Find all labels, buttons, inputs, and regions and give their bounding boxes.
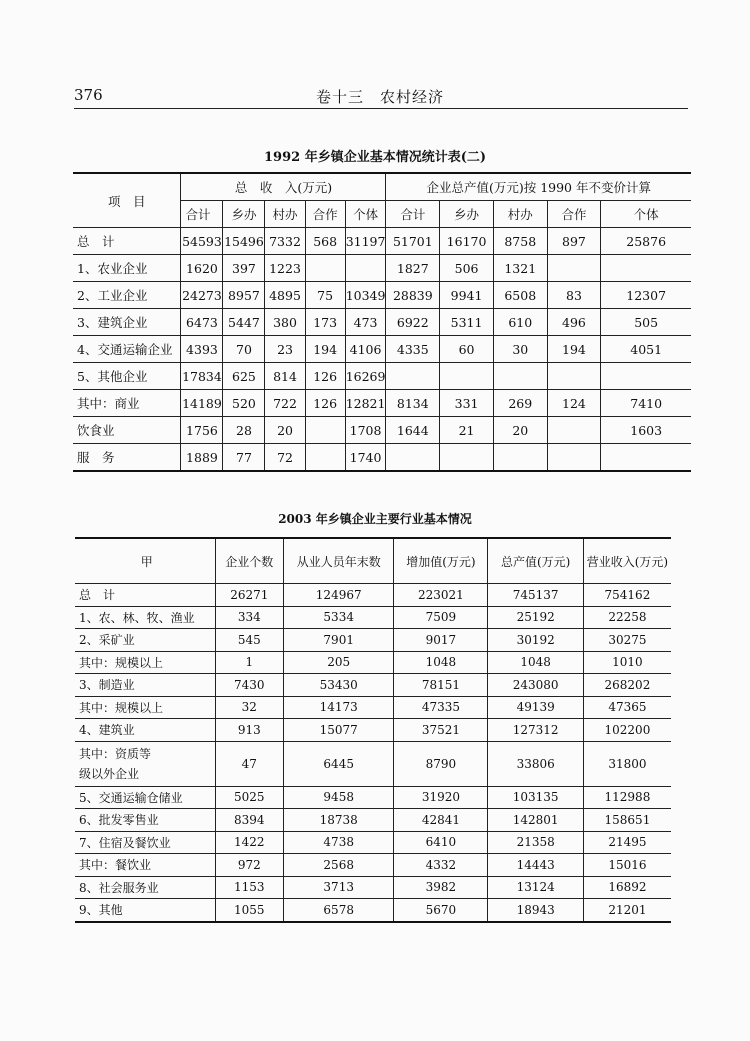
cell: 243080 [488, 674, 583, 697]
column-header: 个体 [345, 201, 386, 228]
cell: 1889 [181, 444, 223, 472]
cell: 269 [493, 390, 547, 417]
cell: 4393 [181, 336, 223, 363]
cell: 473 [345, 309, 386, 336]
row-label: 4、建筑业 [75, 719, 215, 742]
cell: 5311 [440, 309, 494, 336]
cell: 14173 [284, 696, 394, 719]
cell: 2568 [284, 854, 394, 877]
row-label: 其中：餐饮业 [75, 854, 215, 877]
cell: 21 [440, 417, 494, 444]
cell: 28 [223, 417, 265, 444]
column-header: 合计 [386, 201, 440, 228]
item-header: 项 目 [73, 173, 181, 228]
cell: 505 [601, 309, 691, 336]
cell: 30192 [488, 629, 583, 652]
column-header: 合作 [305, 201, 345, 228]
cell: 83 [547, 282, 601, 309]
table-row [75, 899, 671, 922]
cell: 124 [547, 390, 601, 417]
row-label: 其中：商业 [73, 390, 181, 417]
table-row [75, 786, 671, 809]
cell: 21495 [583, 831, 671, 854]
cell [440, 444, 494, 472]
column-header: 乡办 [223, 201, 265, 228]
cell [547, 255, 601, 282]
cell: 25192 [488, 606, 583, 629]
cell: 5670 [394, 899, 488, 922]
cell: 6578 [284, 899, 394, 922]
cell: 568 [305, 228, 345, 255]
group-header-income: 总 收 入(万元) [181, 173, 386, 201]
cell: 22258 [583, 606, 671, 629]
cell: 18943 [488, 899, 583, 922]
group-header-output: 企业总产值(万元)按 1990 年不变价计算 [386, 173, 691, 201]
table-row [73, 336, 691, 363]
cell: 47 [215, 741, 284, 786]
cell: 20 [493, 417, 547, 444]
row-label: 总 计 [73, 228, 181, 255]
cell [386, 363, 440, 390]
cell: 33806 [488, 741, 583, 786]
cell [440, 363, 494, 390]
page-number: 376 [74, 86, 103, 104]
cell: 25876 [601, 228, 691, 255]
cell: 12821 [345, 390, 386, 417]
cell: 13124 [488, 876, 583, 899]
cell: 1756 [181, 417, 223, 444]
cell: 18738 [284, 809, 394, 832]
cell: 53430 [284, 674, 394, 697]
cell: 506 [440, 255, 494, 282]
cell: 1603 [601, 417, 691, 444]
cell: 1321 [493, 255, 547, 282]
cell [305, 444, 345, 472]
cell: 3713 [284, 876, 394, 899]
row-label: 1、农、林、牧、渔业 [75, 606, 215, 629]
row-label: 9、其他 [75, 899, 215, 922]
row-label: 3、制造业 [75, 674, 215, 697]
cell: 30 [493, 336, 547, 363]
table-1992-township-enterprises [73, 172, 691, 472]
cell: 7430 [215, 674, 284, 697]
cell: 7332 [265, 228, 305, 255]
cell: 5447 [223, 309, 265, 336]
cell [547, 417, 601, 444]
cell: 26271 [215, 584, 284, 607]
cell: 8394 [215, 809, 284, 832]
cell: 14443 [488, 854, 583, 877]
table1-title: 1992 年乡镇企业基本情况统计表(二) [263, 150, 486, 165]
cell: 28839 [386, 282, 440, 309]
cell: 397 [223, 255, 265, 282]
column-header: 甲 [75, 538, 215, 584]
cell: 1422 [215, 831, 284, 854]
table-row [75, 741, 671, 786]
cell: 6508 [493, 282, 547, 309]
cell: 15077 [284, 719, 394, 742]
column-header: 个体 [601, 201, 691, 228]
header-rule [74, 108, 688, 109]
cell: 4106 [345, 336, 386, 363]
row-label: 其中：规模以上 [75, 651, 215, 674]
row-label: 5、交通运输仓储业 [75, 786, 215, 809]
cell: 1055 [215, 899, 284, 922]
cell [601, 363, 691, 390]
table-row [75, 831, 671, 854]
column-header: 乡办 [440, 201, 494, 228]
cell: 6473 [181, 309, 223, 336]
row-label: 2、工业企业 [73, 282, 181, 309]
cell: 4332 [394, 854, 488, 877]
running-head: 卷十三 农村经济 [316, 88, 445, 106]
cell: 1153 [215, 876, 284, 899]
cell: 913 [215, 719, 284, 742]
row-label: 2、采矿业 [75, 629, 215, 652]
cell: 14189 [181, 390, 223, 417]
cell: 49139 [488, 696, 583, 719]
cell: 126 [305, 390, 345, 417]
cell: 126 [305, 363, 345, 390]
table-row [73, 255, 691, 282]
cell: 8758 [493, 228, 547, 255]
cell: 12307 [601, 282, 691, 309]
cell: 9941 [440, 282, 494, 309]
cell: 10349 [345, 282, 386, 309]
column-header: 合计 [181, 201, 223, 228]
cell: 6922 [386, 309, 440, 336]
cell [493, 363, 547, 390]
row-label: 1、农业企业 [73, 255, 181, 282]
table-row [75, 674, 671, 697]
cell: 9017 [394, 629, 488, 652]
cell: 331 [440, 390, 494, 417]
table-row [73, 444, 691, 472]
cell: 21358 [488, 831, 583, 854]
column-header: 企业个数 [215, 538, 284, 584]
cell: 194 [305, 336, 345, 363]
row-label: 总 计 [75, 584, 215, 607]
table-row [75, 651, 671, 674]
table-2003-township-industries [75, 537, 671, 923]
cell: 8134 [386, 390, 440, 417]
table-row [75, 606, 671, 629]
cell: 112988 [583, 786, 671, 809]
cell: 545 [215, 629, 284, 652]
cell [601, 255, 691, 282]
cell: 72 [265, 444, 305, 472]
cell: 1740 [345, 444, 386, 472]
table-row [73, 282, 691, 309]
cell: 102200 [583, 719, 671, 742]
column-header: 从业人员年末数 [284, 538, 394, 584]
row-label: 7、住宿及餐饮业 [75, 831, 215, 854]
cell: 5025 [215, 786, 284, 809]
cell: 205 [284, 651, 394, 674]
cell: 4051 [601, 336, 691, 363]
table-row [73, 417, 691, 444]
cell: 3982 [394, 876, 488, 899]
table-row [75, 809, 671, 832]
cell: 520 [223, 390, 265, 417]
cell: 9458 [284, 786, 394, 809]
table-row [75, 719, 671, 742]
cell: 6445 [284, 741, 394, 786]
cell: 78151 [394, 674, 488, 697]
column-header: 合作 [547, 201, 601, 228]
cell: 722 [265, 390, 305, 417]
row-label: 8、社会服务业 [75, 876, 215, 899]
column-header: 村办 [265, 201, 305, 228]
cell: 814 [265, 363, 305, 390]
column-header: 增加值(万元) [394, 538, 488, 584]
cell: 15016 [583, 854, 671, 877]
cell: 268202 [583, 674, 671, 697]
cell: 4895 [265, 282, 305, 309]
table-row [75, 696, 671, 719]
cell: 47365 [583, 696, 671, 719]
cell: 5334 [284, 606, 394, 629]
cell: 21201 [583, 899, 671, 922]
cell: 4738 [284, 831, 394, 854]
table-row [75, 584, 671, 607]
table2-title: 2003 年乡镇企业主要行业基本情况 [278, 512, 472, 526]
cell: 1708 [345, 417, 386, 444]
cell: 20 [265, 417, 305, 444]
cell: 173 [305, 309, 345, 336]
cell [305, 255, 345, 282]
table-row [75, 629, 671, 652]
cell: 127312 [488, 719, 583, 742]
cell: 610 [493, 309, 547, 336]
cell: 37521 [394, 719, 488, 742]
cell: 30275 [583, 629, 671, 652]
cell: 16269 [345, 363, 386, 390]
cell: 1048 [488, 651, 583, 674]
cell: 4335 [386, 336, 440, 363]
cell: 54593 [181, 228, 223, 255]
cell: 142801 [488, 809, 583, 832]
cell: 8790 [394, 741, 488, 786]
cell: 16892 [583, 876, 671, 899]
cell: 32 [215, 696, 284, 719]
table-row [75, 876, 671, 899]
cell: 70 [223, 336, 265, 363]
row-label: 3、建筑企业 [73, 309, 181, 336]
row-label: 5、其他企业 [73, 363, 181, 390]
cell: 103135 [488, 786, 583, 809]
column-header: 营业收入(万元) [583, 538, 671, 584]
column-header: 总产值(万元) [488, 538, 583, 584]
cell: 16170 [440, 228, 494, 255]
cell: 1620 [181, 255, 223, 282]
cell: 31800 [583, 741, 671, 786]
cell: 7509 [394, 606, 488, 629]
cell: 496 [547, 309, 601, 336]
row-label: 6、批发零售业 [75, 809, 215, 832]
cell: 1048 [394, 651, 488, 674]
cell: 124967 [284, 584, 394, 607]
cell: 17834 [181, 363, 223, 390]
cell: 24273 [181, 282, 223, 309]
table-row [73, 390, 691, 417]
cell: 8957 [223, 282, 265, 309]
cell [601, 444, 691, 472]
cell [386, 444, 440, 472]
row-label: 其中：规模以上 [75, 696, 215, 719]
cell: 223021 [394, 584, 488, 607]
row-label: 其中：资质等 级以外企业 [75, 741, 215, 786]
cell [345, 255, 386, 282]
cell: 194 [547, 336, 601, 363]
column-header: 村办 [493, 201, 547, 228]
cell: 158651 [583, 809, 671, 832]
cell [547, 363, 601, 390]
cell: 23 [265, 336, 305, 363]
table-row [75, 854, 671, 877]
row-label: 4、交通运输企业 [73, 336, 181, 363]
cell: 60 [440, 336, 494, 363]
cell: 972 [215, 854, 284, 877]
cell: 334 [215, 606, 284, 629]
cell: 15496 [223, 228, 265, 255]
cell: 7901 [284, 629, 394, 652]
table-row [73, 228, 691, 255]
cell: 1223 [265, 255, 305, 282]
cell: 6410 [394, 831, 488, 854]
cell: 380 [265, 309, 305, 336]
cell: 1010 [583, 651, 671, 674]
cell: 42841 [394, 809, 488, 832]
cell: 1644 [386, 417, 440, 444]
table-row [73, 309, 691, 336]
cell: 7410 [601, 390, 691, 417]
cell: 31920 [394, 786, 488, 809]
table-row [73, 363, 691, 390]
cell: 51701 [386, 228, 440, 255]
row-label: 饮食业 [73, 417, 181, 444]
cell [547, 444, 601, 472]
cell: 77 [223, 444, 265, 472]
cell: 31197 [345, 228, 386, 255]
cell: 1827 [386, 255, 440, 282]
cell: 625 [223, 363, 265, 390]
cell: 75 [305, 282, 345, 309]
cell [493, 444, 547, 472]
cell [305, 417, 345, 444]
cell: 754162 [583, 584, 671, 607]
cell: 47335 [394, 696, 488, 719]
row-label: 服 务 [73, 444, 181, 472]
cell: 745137 [488, 584, 583, 607]
cell: 897 [547, 228, 601, 255]
cell: 1 [215, 651, 284, 674]
